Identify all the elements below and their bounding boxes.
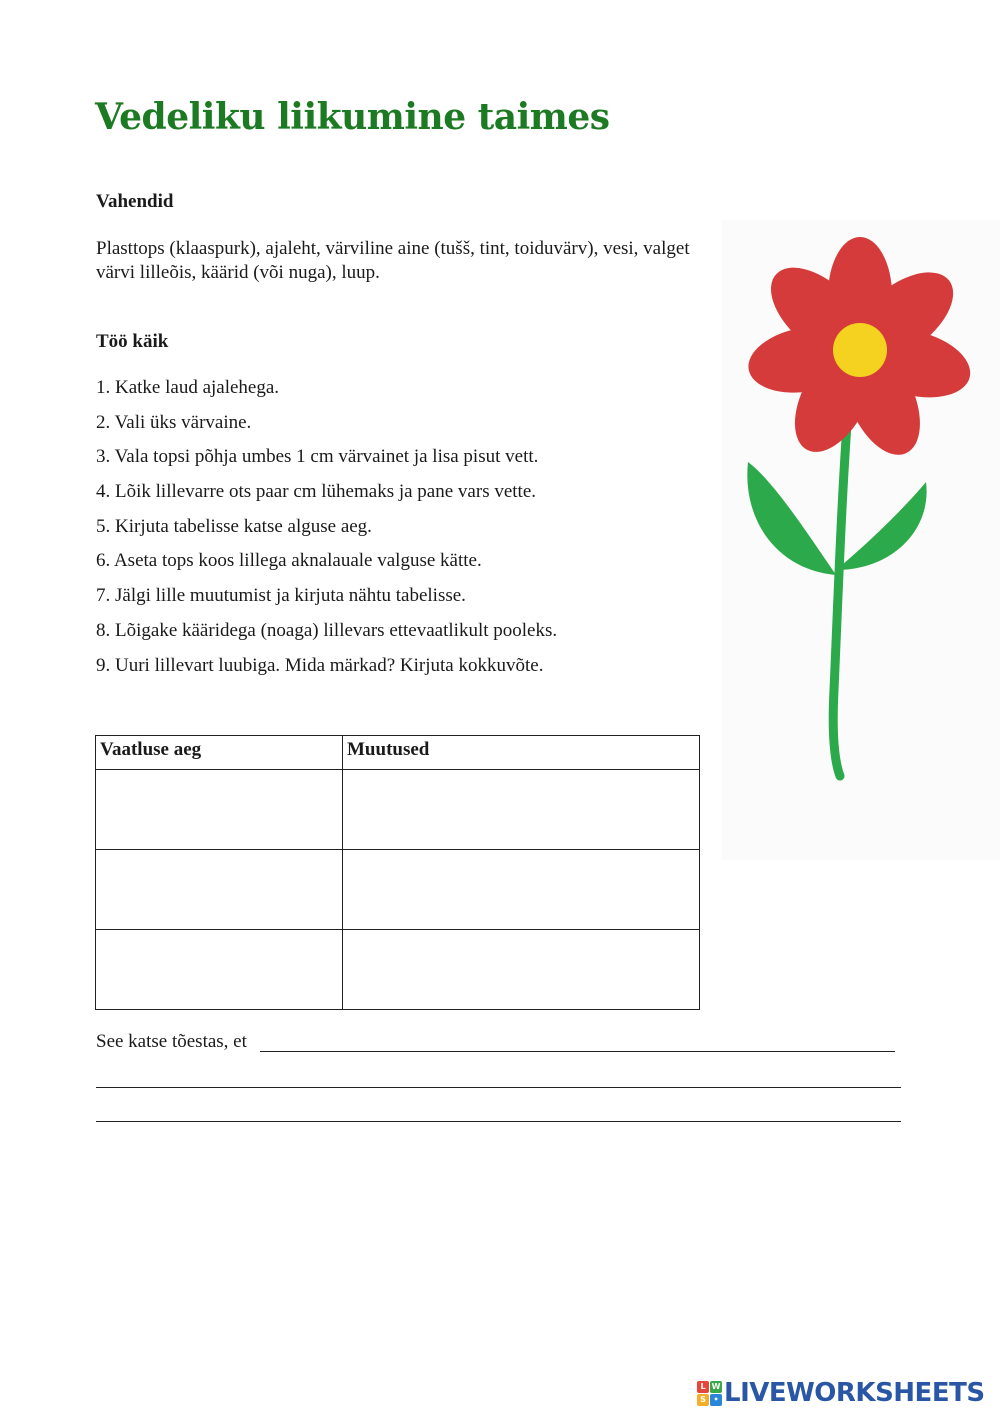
materials-text: Plasttops (klaaspurk), ajaleht, värviline aine (tušš, tint, toiduvärv), vesi, valget värvi lilleõis, käärid (või nuga), luup. [96,238,690,283]
conclusion-prompt: See katse tõestas, et [96,1031,247,1052]
liveworksheets-brand [697,1377,985,1409]
table-row [96,850,700,930]
step-item: 1. Katke laud ajalehega. [96,377,280,398]
step-item: 2. Vali üks värvaine. [96,411,252,433]
table-header-row [96,736,700,770]
step-item: 8. Lõigake kääridega (noaga) lillevars ettevaatlikult pooleks. [96,619,558,641]
brand-name: LIVEWORKSHEETS [724,1378,985,1408]
flower-icon [722,220,1000,860]
step-item: 4. Lõik lillevarre ots paar cm lühemaks ja pane vars vette. [96,481,537,503]
table-row [96,930,700,1010]
observation-table [95,735,700,1010]
header-observation-time: Vaatluse aeg [96,736,343,770]
step-item: 6. Aseta tops koos lillega aknalauale valguse kätte. [96,550,482,572]
observation-time-cell[interactable] [96,850,343,930]
conclusion-answer-line-3[interactable] [96,1102,901,1122]
changes-cell[interactable] [343,930,700,1010]
step-item: 9. Uuri lillevart luubiga. Mida märkad? Kirjuta kokkuvõte. [96,654,544,676]
liveworksheets-logo-icon: L W S • [697,1381,721,1405]
conclusion-answer-line-1[interactable] [260,1032,895,1052]
table-row [96,770,700,850]
step-item: 5. Kirjuta tabelisse katse alguse aeg. [96,515,372,537]
page-title: Vedeliku liikumine taimes [95,96,610,138]
observation-time-cell[interactable] [96,770,343,850]
changes-cell[interactable] [343,770,700,850]
changes-cell[interactable] [343,850,700,930]
procedure-steps [96,377,557,689]
header-changes: Muutused [343,736,700,770]
flower-illustration [722,220,1000,860]
materials-heading: Vahendid [96,191,174,212]
step-item: 7. Jälgi lille muutumist ja kirjuta nähtu tabelisse. [96,585,466,607]
procedure-heading: Töö käik [96,331,169,352]
observation-time-cell[interactable] [96,930,343,1010]
step-item: 3. Vala topsi põhja umbes 1 cm värvainet ja lisa pisut vett. [96,446,539,468]
conclusion-answer-line-2[interactable] [96,1068,901,1088]
